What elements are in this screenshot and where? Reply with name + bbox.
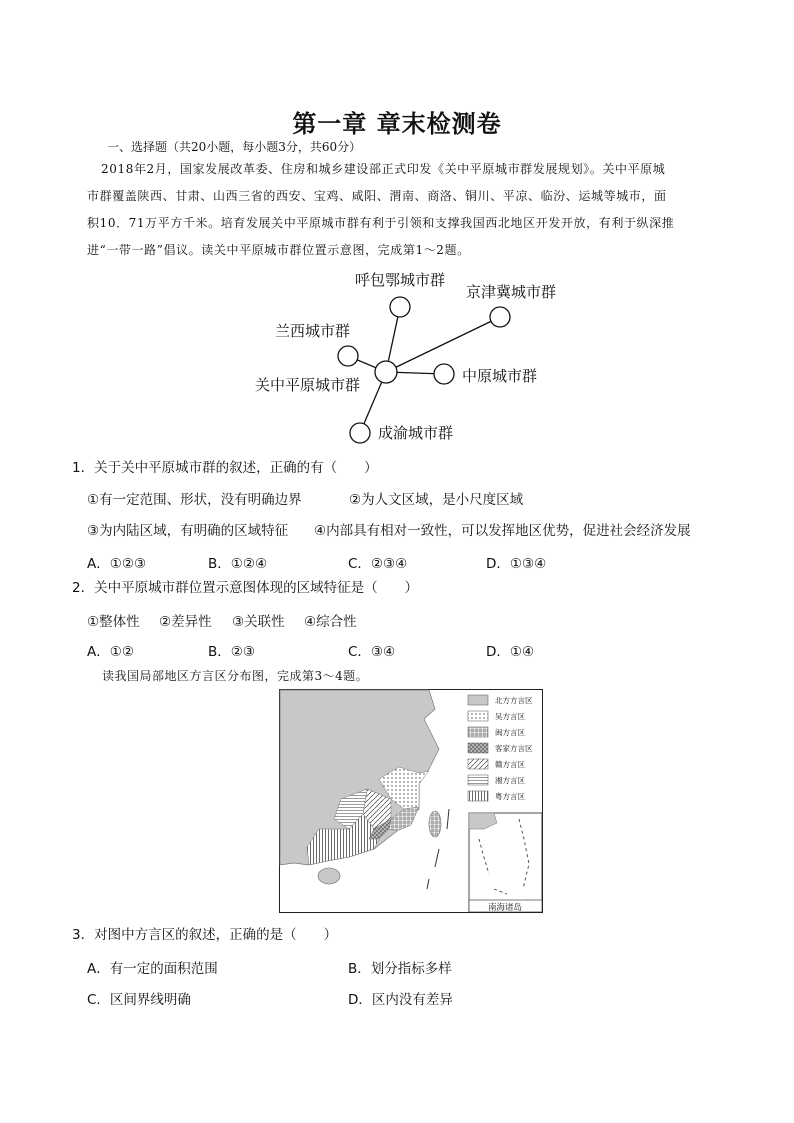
q2-statement-2: ②差异性 bbox=[159, 614, 212, 630]
q1-option-b[interactable]: B．①②④ bbox=[208, 556, 268, 572]
q3-option-c[interactable]: C．区间界线明确 bbox=[87, 992, 191, 1008]
q1-option-d[interactable]: D．①③④ bbox=[486, 556, 547, 572]
legend-swatch-yue bbox=[468, 791, 488, 801]
lanxi-label: 兰西城市群 bbox=[275, 322, 351, 340]
q2-option-b[interactable]: B．②③ bbox=[208, 644, 255, 660]
legend-swatch-gan bbox=[468, 759, 488, 769]
question-2-stem: 2．关中平原城市群位置示意图体现的区域特征是（ ） bbox=[72, 580, 419, 596]
q1-statement-2: ②为人文区域，是小尺度区域 bbox=[349, 492, 524, 508]
dialect-map bbox=[279, 689, 543, 913]
intro-line-3: 积10．71万平方千米。培育发展关中平原城市群有利于引领和支撑我国西北地区开发开放，有利于纵深推 bbox=[87, 216, 675, 230]
legend-label-min: 闽方言区 bbox=[495, 728, 525, 737]
q3-option-a[interactable]: A．有一定的面积范围 bbox=[87, 961, 218, 977]
hainan-island bbox=[318, 868, 340, 884]
guanzhong-label: 关中平原城市群 bbox=[255, 376, 361, 394]
question-3-stem: 3．对图中方言区的叙述，正确的是（ ） bbox=[72, 927, 338, 943]
legend-label-gan: 赣方言区 bbox=[495, 760, 525, 769]
intro-line-2: 市群覆盖陕西、甘肃、山西三省的西安、宝鸡、咸阳、渭南、商洛、铜川、平凉、临汾、运城等城市，面 bbox=[87, 189, 667, 203]
q2-statement-3: ③关联性 bbox=[232, 614, 285, 630]
zhongyuan-label: 中原城市群 bbox=[462, 367, 538, 385]
q1-option-c[interactable]: C．②③④ bbox=[348, 556, 408, 572]
intro-2: 读我国局部地区方言区分布图，完成第3～4题。 bbox=[102, 669, 369, 683]
q3-option-d[interactable]: D．区内没有差异 bbox=[348, 992, 453, 1008]
zhongyuan-node bbox=[434, 364, 454, 384]
q2-statement-1: ①整体性 bbox=[87, 614, 140, 630]
legend-label-wu: 吴方言区 bbox=[495, 712, 525, 721]
chengyu-node bbox=[350, 423, 370, 443]
q1-statement-4: ④内部具有相对一致性，可以发挥地区优势，促进社会经济发展 bbox=[314, 523, 691, 539]
legend-label-hakka: 客家方言区 bbox=[495, 744, 533, 753]
legend-label-xiang: 湘方言区 bbox=[495, 776, 525, 785]
question-1-stem: 1．关于关中平原城市群的叙述，正确的有（ ） bbox=[72, 460, 378, 476]
page-title: 第一章 章末检测卷 bbox=[292, 110, 502, 138]
hubaoe-label: 呼包鄂城市群 bbox=[355, 271, 446, 289]
section-heading: 一、选择题（共20小题，每小题3分，共60分） bbox=[107, 140, 362, 154]
q1-statement-3: ③为内陆区域，有明确的区域特征 bbox=[87, 523, 289, 539]
legend-swatch-north bbox=[468, 695, 488, 705]
legend-swatch-xiang bbox=[468, 775, 488, 785]
jingjinji-label: 京津冀城市群 bbox=[466, 283, 557, 301]
jingjinji-node bbox=[490, 307, 510, 327]
q1-statement-1: ①有一定范围、形状，没有明确边界 bbox=[87, 492, 302, 508]
taiwan-island bbox=[429, 811, 441, 837]
q1-option-a[interactable]: A．①②③ bbox=[87, 556, 147, 572]
legend-label-north: 北方方言区 bbox=[495, 696, 533, 705]
city-cluster-diagram bbox=[240, 266, 580, 450]
legend-label-yue: 粤方言区 bbox=[495, 792, 525, 801]
q2-option-a[interactable]: A．①② bbox=[87, 644, 134, 660]
lanxi-node bbox=[338, 346, 358, 366]
legend-swatch-hakka bbox=[468, 743, 488, 753]
q2-option-c[interactable]: C．③④ bbox=[348, 644, 396, 660]
q2-option-d[interactable]: D．①④ bbox=[486, 644, 535, 660]
q2-statement-4: ④综合性 bbox=[304, 614, 357, 630]
inset-label: 南海诸岛 bbox=[487, 903, 523, 913]
intro-paragraph-line bbox=[87, 156, 707, 183]
hubaoe-node bbox=[390, 297, 410, 317]
chengyu-label: 成渝城市群 bbox=[378, 424, 454, 442]
legend-swatch-wu bbox=[468, 711, 488, 721]
q3-option-b[interactable]: B．划分指标多样 bbox=[348, 961, 452, 977]
intro-line-1: 2018年2月，国家发展改革委、住房和城乡建设部正式印发《关中平原城市群发展规划》。关中平原城 bbox=[101, 162, 666, 176]
legend-swatch-min bbox=[468, 727, 488, 737]
intro-line-4: 进“一带一路”倡议。读关中平原城市群位置示意图，完成第1～2题。 bbox=[87, 243, 470, 257]
guanzhong-node bbox=[375, 361, 397, 383]
